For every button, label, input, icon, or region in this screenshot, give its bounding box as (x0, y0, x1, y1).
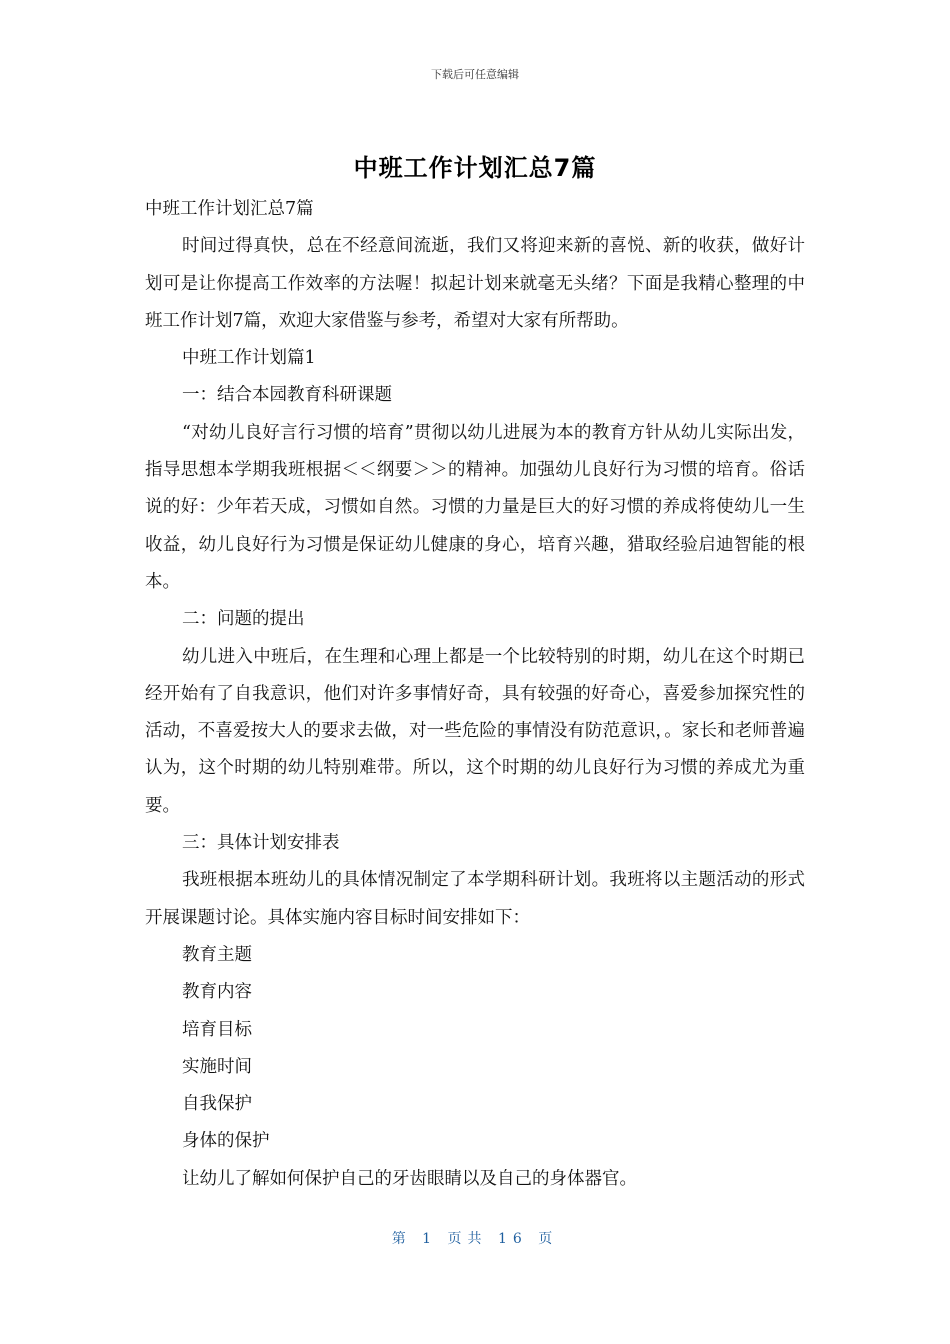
paragraph-intro: 时间过得真快，总在不经意间流逝，我们又将迎来新的喜悦、新的收获，做好计划可是让你提高工作效率的方法喔！拟起计划来就毫无头绪？下面是我精心整理的中班工作计划7篇，欢迎大家借鉴与参考，希望对大家有所帮助。 (145, 236, 805, 331)
footer-total-pages: 16 (498, 1231, 528, 1247)
list-item: 教育内容 (182, 982, 252, 1003)
paragraph: 我班根据本班幼儿的具体情况制定了本学期科研计划。我班将以主题活动的形式开展课题讨论。具体实施内容目标时间安排如下： (145, 870, 805, 928)
document-body (145, 191, 805, 1198)
section-heading: 中班工作计划篇1 (182, 348, 316, 369)
header-note: 下载后可任意编辑 (431, 68, 519, 81)
section-heading: 一：结合本园教育科研课题 (182, 385, 392, 406)
paragraph-subtitle: 中班工作计划汇总7篇 (145, 199, 314, 219)
footer-page-end: 页 (538, 1231, 559, 1247)
paragraph: “对幼儿良好言行习惯的培育”贯彻以幼儿进展为本的教育方针从幼儿实际出发，指导思想本学期我班根据＜＜纲要＞＞的精神。加强幼儿良好行为习惯的培育。俗话说的好：少年若天成，习惯如自然。习惯的力量是巨大的好习惯的养成将使幼儿一生收益，幼儿良好行为习惯是保证幼儿健康的身心，培育兴趣，猎取经验启迪智能的根本。 (145, 422, 805, 592)
footer-page-label: 第 (391, 1231, 412, 1247)
list-item: 自我保护 (182, 1094, 252, 1115)
list-item: 让幼儿了解如何保护自己的牙齿眼睛以及自己的身体器官。 (182, 1168, 637, 1189)
paragraph: 幼儿进入中班后，在生理和心理上都是一个比较特别的时期，幼儿在这个时期已经开始有了自我意识，他们对许多事情好奇，具有较强的好奇心，喜爱参加探究性的活动，不喜爱按大人的要求去做，对一些危险的事情没有防范意识，。家长和老师普遍认为，这个时期的幼儿特别难带。所以，这个时期的幼儿良好行为习惯的养成尤为重要。 (145, 646, 805, 816)
footer-page-number: 1 (422, 1231, 438, 1247)
footer-page-mid: 页共 (447, 1231, 488, 1247)
list-item: 培育目标 (182, 1019, 252, 1040)
list-item: 教育主题 (182, 944, 252, 965)
section-heading: 二：问题的提出 (182, 609, 305, 630)
section-heading: 三：具体计划安排表 (182, 833, 340, 854)
list-item: 身体的保护 (182, 1131, 270, 1152)
list-item: 实施时间 (182, 1056, 252, 1077)
page-footer (0, 1228, 950, 1248)
document-title: 中班工作计划汇总7篇 (353, 154, 597, 182)
